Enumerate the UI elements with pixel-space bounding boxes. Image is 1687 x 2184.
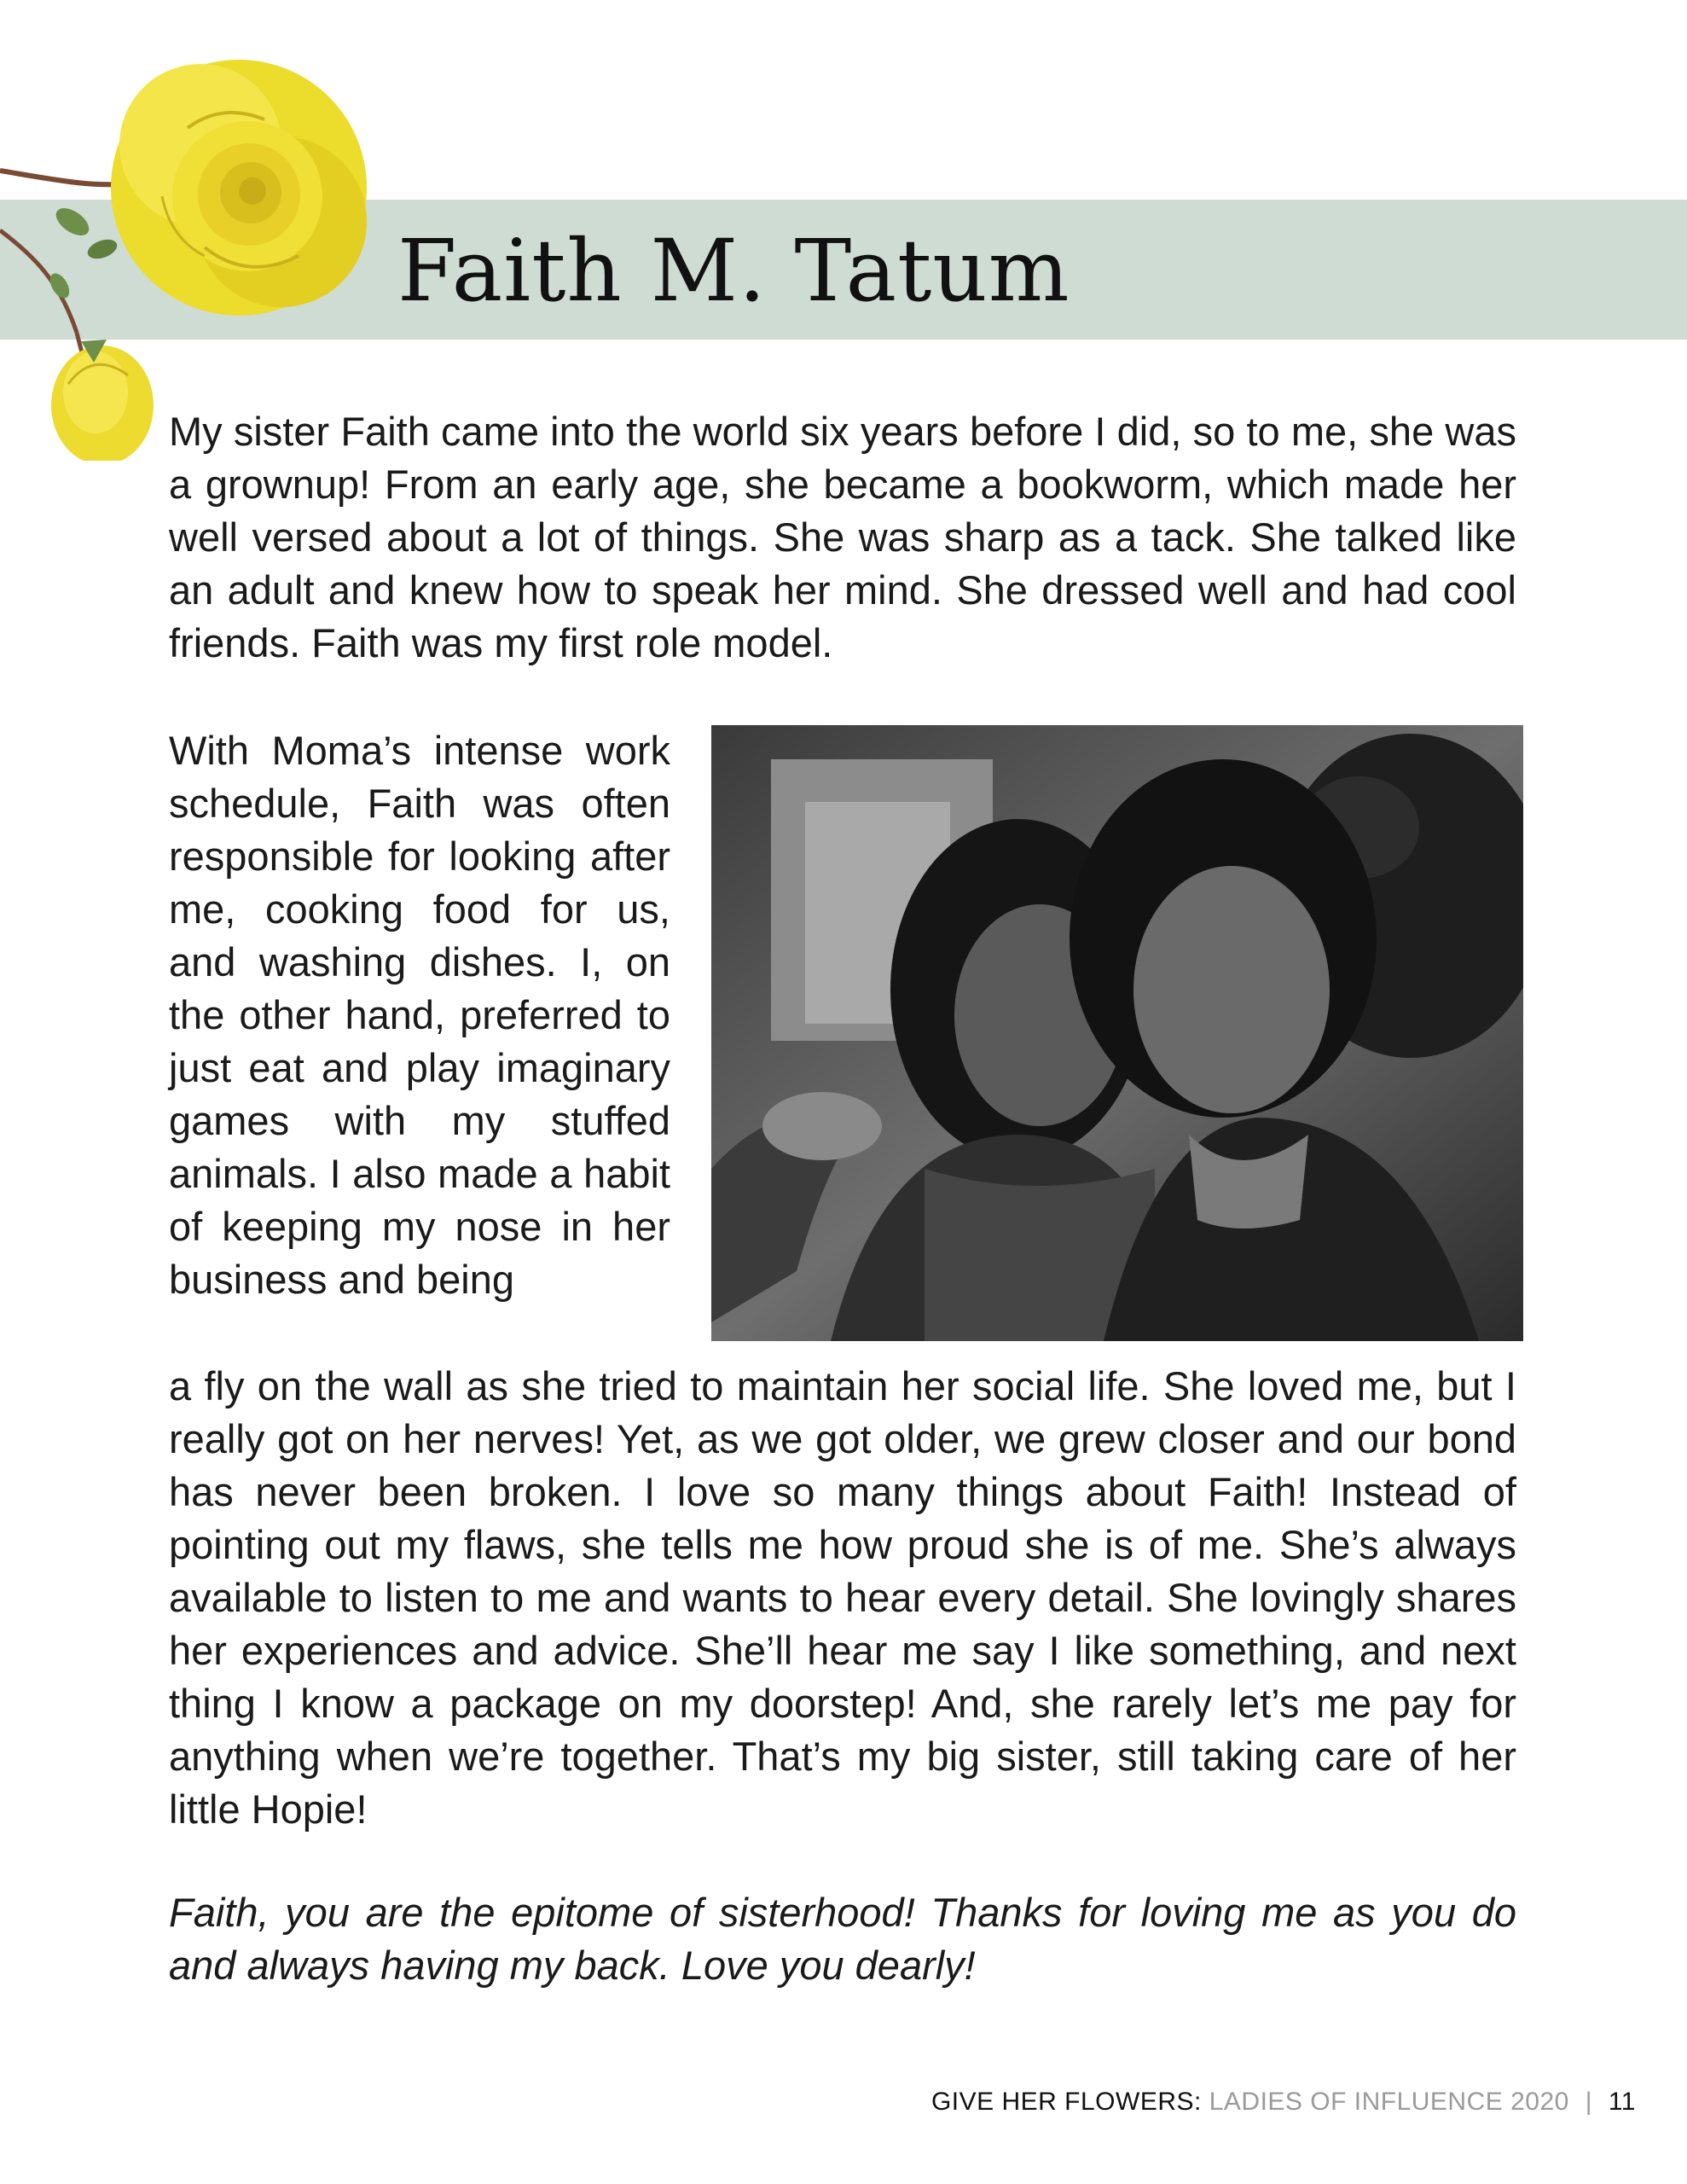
footer-separator: | — [1585, 2088, 1592, 2116]
yellow-rose-icon — [0, 26, 401, 461]
footer-publication: GIVE HER FLOWERS: — [930, 2088, 1202, 2116]
closing-paragraph: Faith, you are the epitome of sisterhood! Thanks for loving me as you do and always having my back. Love you dearly! — [169, 1890, 1516, 1988]
page-title: Faith M. Tatum — [397, 221, 1070, 321]
footer-subtitle: LADIES OF INFLUENCE 2020 — [1209, 2088, 1569, 2116]
wrapped-paragraph-start: With Moma’s intense work schedule, Faith was often responsible for looking after me, cooking food for us, and washing dishes. I, on the other hand, preferred to just eat and play imaginary games with my stuffed animals. I also made a habit of keeping my nose in her business and being — [169, 728, 670, 1302]
page-footer — [931, 2085, 1636, 2119]
page-number: 11 — [1608, 2088, 1636, 2116]
sisters-photo — [711, 725, 1523, 1341]
intro-paragraph: My sister Faith came into the world six years before I did, so to me, she was a grownup! From an early age, she became a bookworm, which made her well versed about a lot of things. She was sharp as a tack. She talked like an adult and knew how to speak her mind. She dressed well and had cool friends. Faith was my first role model. — [169, 409, 1516, 665]
wrapped-paragraph-continued: a fly on the wall as she tried to maintain her social life. She loved me, but I really got on her nerves! Yet, as we got older, we grew closer and our bond has never been broken. I love so many things about Faith! Instead of pointing out my flaws, she tells me how proud she is of me. She’s always available to listen to me and wants to hear every detail. She lovingly shares her experiences and advice. She’ll hear me say I like something, and next thing I know a package on my doorstep! And, she rarely let’s me pay for anything when we’re together. That’s my big sister, still taking care of her little Hopie! — [169, 1363, 1516, 1832]
